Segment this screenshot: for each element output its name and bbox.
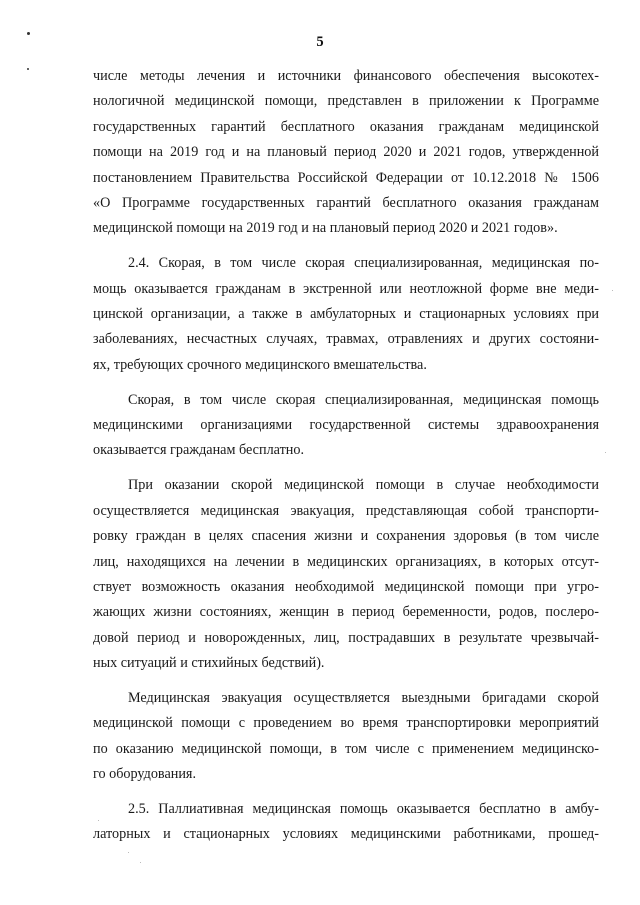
text-line: 2.5. Паллиативная медицинская помощь оказывается бесплатно в амбу- xyxy=(128,801,599,818)
text-line: го оборудования. xyxy=(93,766,196,783)
text-line: медицинской помощи с проведением во время транспортировки мероприятий xyxy=(93,715,599,732)
scan-speck xyxy=(612,290,613,291)
text-line: оказывается гражданам бесплатно. xyxy=(93,442,305,459)
text-line: довой период и новорожденных, лиц, пострадавших в результате чрезвычай- xyxy=(93,629,599,646)
paragraph xyxy=(93,388,599,464)
text-line: ных ситуаций и стихийных бедствий). xyxy=(93,655,325,672)
text-line: числе методы лечения и источники финансового обеспечения высокотех- xyxy=(93,68,599,84)
paragraph-gap xyxy=(93,378,599,388)
text-line: ствует возможность оказания необходимой медицинской помощи при угро- xyxy=(93,578,599,595)
text-line: «О Программе государственных гарантий бесплатного оказания гражданам xyxy=(93,194,599,211)
scan-speck xyxy=(140,862,141,863)
text-line: заболеваниях, несчастных случаях, травмах, отравлениях и других состояни- xyxy=(93,331,599,348)
text-line: ях, требующих срочного медицинского вмешательства. xyxy=(93,356,427,373)
text-line: помощи на 2019 год и на плановый период 2020 и 2021 годов, утвержденной xyxy=(93,144,599,161)
paragraph xyxy=(93,64,599,242)
text-line: жающих жизни состояниях, женщин в период беременности, родов, послеро- xyxy=(93,604,599,621)
paragraph-gap xyxy=(93,676,599,686)
text-line: латорных и стационарных условиях медицинскими работниками, прошед- xyxy=(93,826,599,843)
text-line: постановлением Правительства Российской Федерации от 10.12.2018 № 1506 xyxy=(93,169,599,186)
text-line: государственных гарантий бесплатного оказания гражданам медицинской xyxy=(93,118,599,135)
text-line: Медицинская эвакуация осуществляется выездными бригадами скорой xyxy=(128,689,599,706)
text-line: нологичной медицинской помощи, представлен в приложении к Программе xyxy=(93,93,599,110)
scan-speck xyxy=(605,452,606,453)
text-line: мощь оказывается гражданам в экстренной или неотложной форме вне меди- xyxy=(93,280,599,297)
scan-speck xyxy=(128,852,129,853)
text-line: При оказании скорой медицинской помощи в случае необходимости xyxy=(128,477,599,494)
text-line: лиц, находящихся на лечении в медицинских организациях, в которых отсут- xyxy=(93,553,599,570)
scan-mark xyxy=(27,68,29,70)
text-line: 2.4. Скорая, в том числе скорая специализированная, медицинская по- xyxy=(128,255,599,272)
paragraph xyxy=(93,797,599,848)
text-line: цинской организации, а также в амбулаторных и стационарных условиях при xyxy=(93,306,599,323)
paragraph xyxy=(93,473,599,676)
paragraph xyxy=(93,686,599,788)
text-line: по оказанию медицинской помощи, в том числе с применением медицинско- xyxy=(93,740,599,757)
text-line: медицинскими организациями государственной системы здравоохранения xyxy=(93,417,599,434)
text-line: ровку граждан в целях спасения жизни и сохранения здоровья (в том числе xyxy=(93,528,599,545)
text-line: медицинской помощи на 2019 год и на плановый период 2020 и 2021 годов». xyxy=(93,220,558,237)
paragraph-gap xyxy=(93,464,599,474)
paragraph xyxy=(93,251,599,378)
page-number: 5 xyxy=(316,34,324,50)
paragraph-gap xyxy=(93,788,599,798)
paragraph-gap xyxy=(93,242,599,252)
text-line: осуществляется медицинская эвакуация, представляющая собой транспорти- xyxy=(93,502,599,519)
text-line: Скорая, в том числе скорая специализированная, медицинская помощь xyxy=(128,391,599,408)
document-body xyxy=(93,64,599,848)
